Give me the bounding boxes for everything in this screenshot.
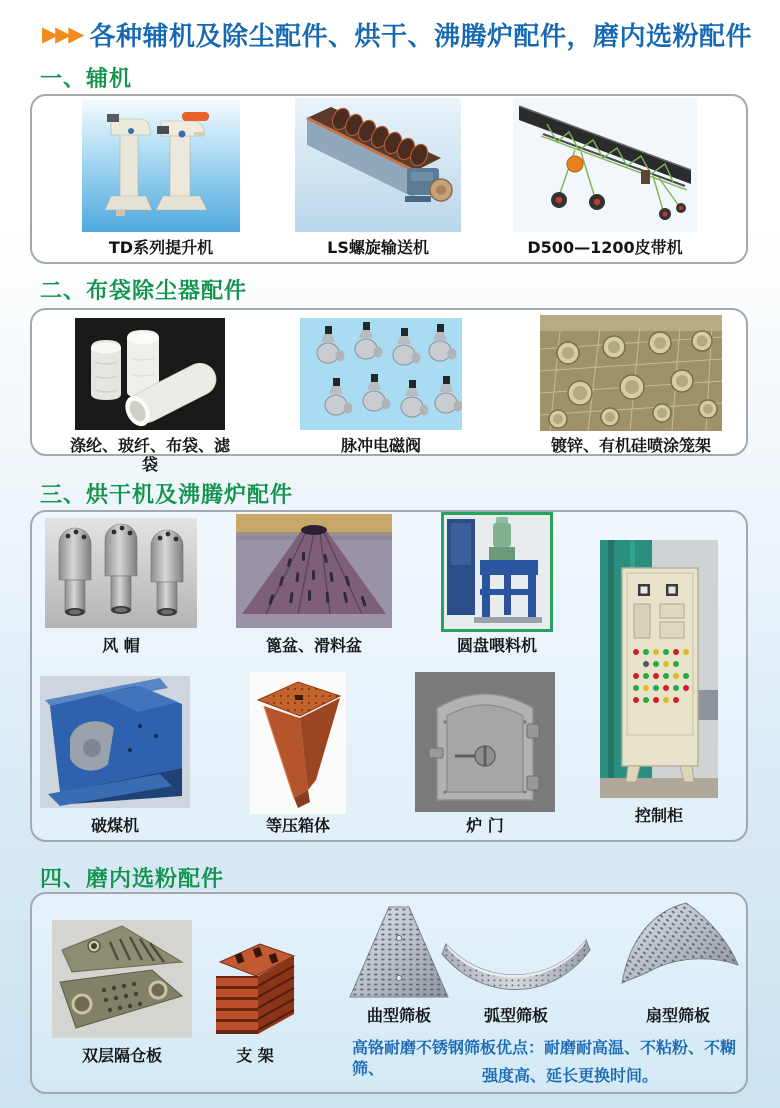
sieve-note-line2: 强度高、延长更换时间。	[481, 1066, 658, 1085]
product-caption: 扇型筛板	[645, 1006, 710, 1025]
page-title-row	[42, 16, 752, 53]
support-frame-image	[202, 934, 308, 1040]
fan-sieve-image	[612, 897, 744, 1003]
pulse-valves-image	[300, 318, 462, 430]
sieve-note-line1: 高铬耐磨不锈钢筛板优点：耐磨耐高温、不粘粉、不糊筛、	[352, 1038, 737, 1078]
cage-frames-image	[540, 315, 722, 431]
screw-conveyor-image	[295, 98, 461, 232]
filter-bags-image	[75, 318, 225, 430]
product-caption: 篦盆、滑料盆	[265, 636, 362, 655]
trapezoid-sieve-image	[345, 902, 453, 1004]
product-caption: 镀锌、有机硅喷涂笼架	[550, 436, 711, 455]
partition-plates-image	[52, 920, 192, 1038]
product-caption: 涤纶、玻纤、布袋、滤袋	[69, 436, 230, 475]
arc-sieve-image	[438, 938, 594, 1008]
product-caption: 圆盘喂料机	[456, 636, 537, 655]
disc-feeder-image	[441, 512, 553, 632]
wind-caps-image	[45, 518, 197, 628]
control-cabinet-image	[600, 540, 718, 798]
pressure-box-image	[250, 672, 346, 814]
product-caption: D500—1200皮带机	[527, 238, 683, 257]
product-caption: 风 帽	[102, 636, 140, 655]
triple-arrow-icon: ▶▶▶	[42, 22, 82, 46]
product-caption: TD系列提升机	[108, 238, 214, 257]
product-caption: 支 架	[236, 1046, 274, 1065]
page-title: 各种辅机及除尘配件、烘干、沸腾炉配件，磨内选粉配件	[89, 22, 752, 52]
belt-conveyor-image	[513, 98, 697, 232]
section-4-header: 四、磨内选粉配件	[40, 867, 225, 892]
product-caption: 炉 门	[466, 816, 504, 835]
furnace-door-image	[415, 672, 555, 812]
coal-breaker-image	[40, 676, 190, 808]
product-caption: 破煤机	[90, 816, 139, 835]
product-caption: 脉冲电磁阀	[340, 436, 421, 455]
grate-cone-image	[236, 514, 392, 628]
section-1-header: 一、辅机	[40, 67, 133, 92]
bucket-elevator-image	[82, 100, 240, 232]
product-caption: 曲型筛板	[366, 1006, 431, 1025]
product-caption: 双层隔仓板	[81, 1046, 162, 1065]
section-3-header: 三、烘干机及沸腾炉配件	[40, 483, 294, 508]
product-caption: 控制柜	[634, 806, 683, 825]
product-caption: 等压箱体	[265, 816, 330, 835]
product-caption: 弧型筛板	[483, 1006, 548, 1025]
section-2-header: 二、布袋除尘器配件	[40, 279, 248, 304]
product-caption: LS螺旋输送机	[327, 238, 429, 257]
